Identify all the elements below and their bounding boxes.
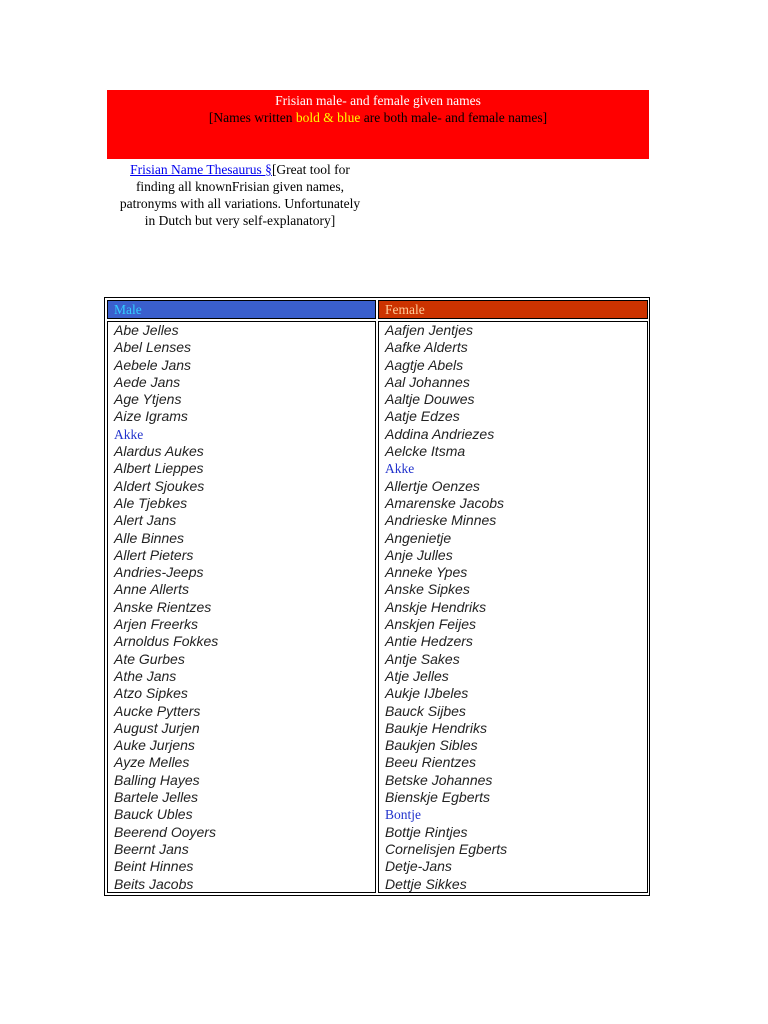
female-name-item: Bienskje Egberts [385,789,491,806]
female-name-item: Bottje Rintjes [385,823,468,840]
male-name-item: Akke [114,426,144,442]
female-name-item: Antje Sakes [385,650,460,667]
names-table [104,297,650,896]
female-name-item: Anje Julles [385,546,453,563]
male-column [107,300,376,893]
female-name-item: Aafke Alderts [385,339,468,356]
banner-note-prefix: [Names written [208,110,296,125]
female-name-item: Betske Johannes [385,771,493,788]
male-name-item: Albert Lieppes [114,460,204,477]
male-name-item: Atzo Sipkes [114,685,188,702]
banner-note-suffix: are both male- and female names] [360,110,548,125]
male-name-item: Alle Binnes [114,529,185,546]
female-name-item: Amarenske Jacobs [385,494,505,511]
male-name-item: Arnoldus Fokkes [114,633,219,650]
female-name-item: Antie Hedzers [385,633,473,650]
male-name-item: Ayze Melles [114,754,190,771]
female-name-item: Anskjen Feijes [385,616,477,633]
female-name-item: Anske Sipkes [385,581,470,598]
male-name-item: Ate Gurbes [114,650,185,667]
male-name-item: Allert Pieters [114,546,194,563]
male-name-item: Ale Tjebkes [114,494,188,511]
female-name-item: Detje-Jans [385,858,452,875]
female-name-item: Anskje Hendriks [385,598,487,615]
female-name-item: Bauck Sijbes [385,702,466,719]
male-name-item: Beerend Ooyers [114,823,216,840]
female-name-item: Dettje Sikkes [385,875,467,892]
male-name-item: Anske Rientzes [114,598,212,615]
male-name-item: Auke Jurjens [114,737,195,754]
male-name-item: Bartele Jelles [114,789,199,806]
banner-note [107,109,649,126]
female-name-item: Aukje IJbeles [385,685,469,702]
female-name-item: Atje Jelles [385,667,449,684]
male-name-item: Abe Jelles [114,322,179,338]
banner-title: Frisian male- and female given names [275,93,481,108]
male-header: Male [107,300,376,319]
male-name-item: Aebele Jans [114,356,192,373]
female-name-item: Baukje Hendriks [385,719,487,736]
male-name-item: Bauck Ubles [114,806,193,823]
male-name-item: Andries-Jeeps [114,564,204,581]
thesaurus-description: [Great tool for finding all knownFrisian given names, patronyms with all variations. Unfortunately in Dutch but very self-explanatory] [119,162,361,228]
male-name-item: Aldert Sjoukes [114,477,205,494]
female-name-item: Aaltje Douwes [385,391,475,408]
female-name-item: Andrieske Minnes [385,512,497,529]
male-name-item: Anne Allerts [114,581,189,598]
female-name-item: Aelcke Itsma [385,443,466,460]
female-name-item: Beeu Rientzes [385,754,477,771]
male-name-list [107,321,376,893]
male-name-item: Beernt Jans [114,840,189,857]
female-name-item: Baukjen Sibles [385,737,478,754]
thesaurus-paragraph [115,161,365,229]
female-name-item: Aagtje Abels [385,356,464,373]
female-name-item: Anneke Ypes [385,564,468,581]
female-name-item: Aal Johannes [385,373,470,390]
female-name-item: Aatje Edzes [385,408,460,425]
female-column [378,300,648,893]
banner-note-highlight: bold & blue [295,110,361,125]
male-name-item: Beits Jacobs [114,875,194,892]
male-name-item: Balling Hayes [114,771,200,788]
thesaurus-link[interactable]: Frisian Name Thesaurus § [130,162,272,177]
female-name-item: Cornelisjen Egberts [385,840,508,857]
female-header: Female [378,300,648,319]
female-name-item: Bontje [385,807,421,823]
male-name-item: Aucke Pytters [114,702,201,719]
male-name-item: Abel Lenses [114,339,192,356]
male-name-item: Alert Jans [114,512,177,529]
female-name-item: Angenietje [385,529,452,546]
female-name-item: Allertje Oenzes [385,477,480,494]
male-name-item: Beint Hinnes [114,858,194,875]
female-name-item: Aafjen Jentjes [385,322,473,338]
male-name-item: Aede Jans [114,373,181,390]
male-name-item: August Jurjen [114,719,200,736]
male-name-item: Alardus Aukes [114,443,204,460]
title-banner [107,90,649,159]
male-name-item: Arjen Freerks [114,616,199,633]
female-name-item: Akke [385,461,415,477]
male-name-item: Age Ytjens [114,391,182,408]
female-name-list [378,321,648,893]
female-name-item: Addina Andriezes [385,425,495,442]
male-name-item: Aize Igrams [114,408,188,425]
male-name-item: Athe Jans [114,667,177,684]
